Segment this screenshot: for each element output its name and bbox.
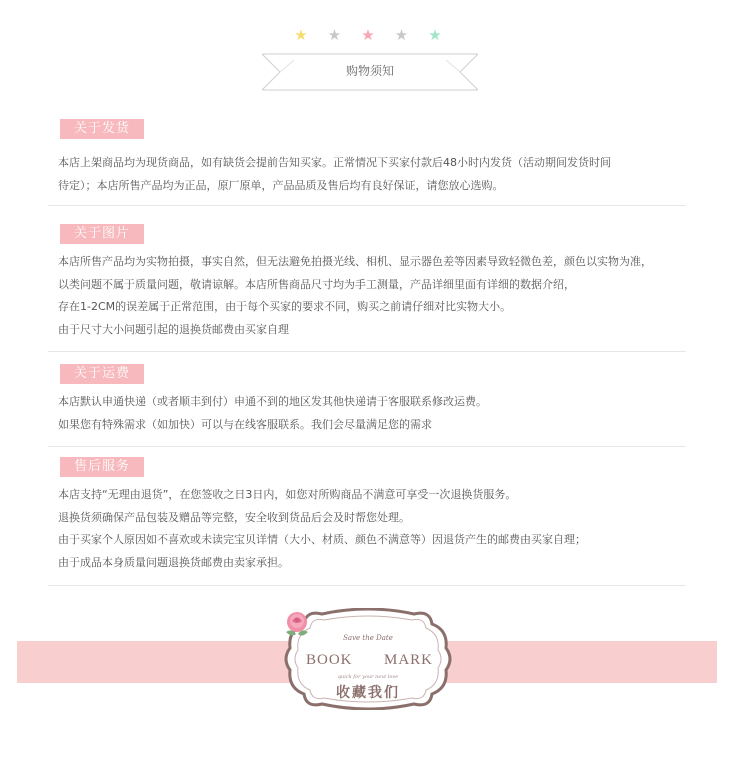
text-line: 本店默认申通快递（或者顺丰到付）申通不到的地区发其他快递请于客服联系修改运费。 xyxy=(58,395,487,408)
star-icon: ★ xyxy=(361,26,375,44)
text-line: 由于买家个人原因如不喜欢或未读完宝贝详情（大小、材质、颜色不满意等）因退货产生的邮费由买家自理； xyxy=(58,533,586,546)
bookmark-word-left: BOOK xyxy=(306,652,353,668)
section-body xyxy=(58,484,586,574)
bookmark-word-right: MARK xyxy=(384,652,434,668)
bookmark-tagline: quick for your next love xyxy=(337,674,399,680)
section-body xyxy=(58,152,611,197)
section-tag: 关于图片 xyxy=(60,224,144,244)
text-line: 退换货须确保产品包装及赠品等完整，安全收到货品后会及时帮您处理。 xyxy=(58,510,410,524)
section-shipping-fee xyxy=(48,364,686,447)
text-line: 本店支持“无理由退货”，在您签收之日3日内，如您对所购商品不满意可享受一次退换货服务。 xyxy=(58,488,517,501)
star-icon: ★ xyxy=(327,26,342,44)
section-body xyxy=(58,391,487,436)
decorative-stars xyxy=(293,27,443,43)
text-line: 本店上架商品均为现货商品，如有缺货会提前告知买家。正常情况下买家付款后48小时内发货（活动期间发货时间 xyxy=(58,156,611,169)
star-icon: ★ xyxy=(428,26,442,44)
page-title-ribbon xyxy=(262,52,478,92)
bookmark-label: 收藏我们 xyxy=(336,685,400,701)
text-line: 存在1-2CM的误差属于正常范围，由于每个买家的要求不同，购买之前请仔细对比实物大小。 xyxy=(58,300,512,313)
text-line: 本店所售产品均为实物拍摄，事实自然，但无法避免拍摄光线、相机、显示器色差等因素导致轻微色差，颜色以实物为准， xyxy=(58,255,652,268)
star-icon: ★ xyxy=(394,26,409,44)
bookmark-script-text: Save the Date xyxy=(343,634,393,642)
section-tag: 关于运费 xyxy=(60,364,144,384)
text-line: 如果您有特殊需求（如加快）可以与在线客服联系。我们会尽量满足您的需求 xyxy=(58,417,432,431)
section-tag: 关于发货 xyxy=(60,119,144,139)
star-icon: ★ xyxy=(294,26,308,44)
section-tag: 售后服务 xyxy=(60,457,144,477)
text-line: 由于成品本身质量问题退换货邮费由卖家承担。 xyxy=(58,555,289,569)
rose-icon xyxy=(282,608,312,640)
text-line: 以类问题不属于质量问题，敬请谅解。本店所售商品尺寸均为手工测量，产品详细里面有详细的数据介绍， xyxy=(58,277,575,291)
text-line: 待定）；本店所售产品均为正品，原厂原单，产品品质及售后均有良好保证，请您放心选购。 xyxy=(58,178,504,192)
page-title: 购物须知 xyxy=(345,64,394,78)
section-shipping xyxy=(48,117,686,206)
text-line: 由于尺寸大小问题引起的退换货邮费由买家自理 xyxy=(58,322,289,336)
bookmark-button[interactable] xyxy=(282,608,454,710)
section-pictures xyxy=(48,224,686,352)
section-after-sales xyxy=(48,457,686,586)
section-body xyxy=(58,251,652,341)
